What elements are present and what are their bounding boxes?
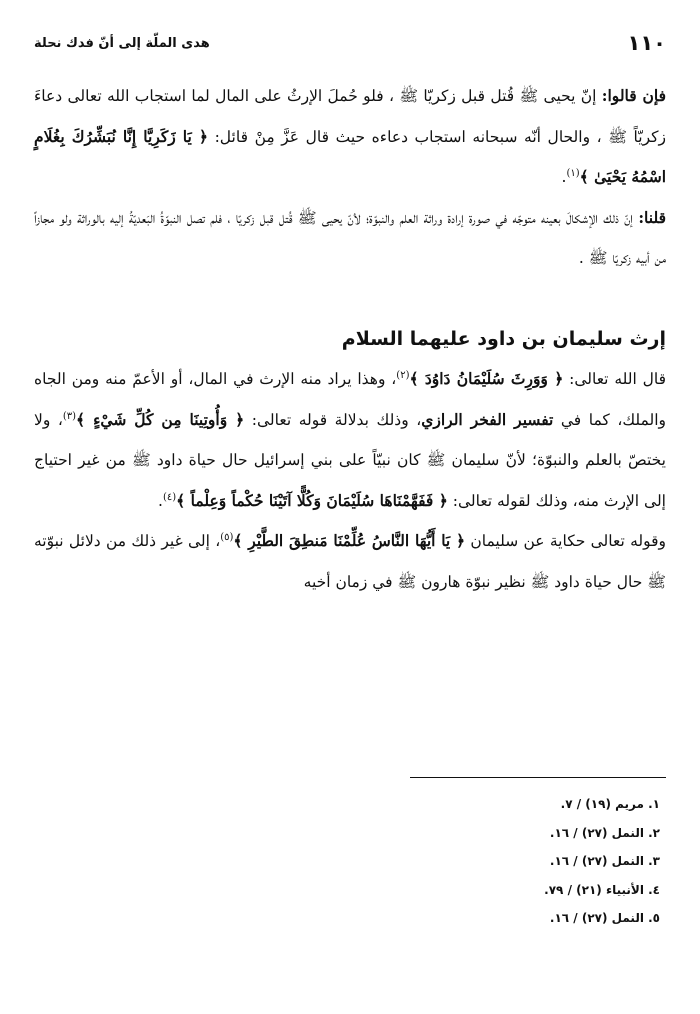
book-title: تفسير الفخر الرازي	[421, 409, 554, 429]
paragraph-4	[34, 521, 666, 602]
footnote-item: ٤. الأنبياء (٢١) / ٧٩.	[544, 882, 660, 897]
paragraph-text: قال الله تعالى:	[563, 369, 666, 388]
paragraph-end: .	[561, 168, 567, 187]
page-number: ١١٠	[627, 31, 666, 55]
paragraph-text: إنّ يحيى ﷺ قُتل قبل زكريّا ﷺ ، فلو حُملَ الإرثُ على المال لما استجاب الله تعالى دعاءَ زكريّاً ﷺ ، والحال أنّه سبحانه استجاب دعاءه حيث قال عَزَّ مِنْ قائل:	[34, 87, 666, 146]
quran-verse: ﴿ يَا زَكَرِيَّا إِنَّا نُبَشِّرُكَ بِغُلَامٍ اسْمُهُ يَحْيَىٰ ﴾	[34, 126, 666, 187]
quran-verse: ﴿ وَوَرِثَ سُلَيْمَانُ دَاوُدَ ﴾	[409, 368, 564, 388]
paragraph-3	[34, 359, 666, 521]
paragraph-text: إنّ ذلك الإشكالَ بعينه متوجّه في صورة إرادة وراثة العلم والنبوّة؛ لأنّ يحيى ﷺ قُتل قبل زكريّا ، فلم تصل النبوّةُ البَعديّةُ إليه بالوراثة ولو مجازاً من أبيه زكريّا ﷺ .	[34, 208, 666, 268]
footnote-item: ٣. النمل (٢٧) / ١٦.	[549, 854, 660, 868]
paragraph-2	[34, 198, 666, 279]
footnote-item: ٢. النمل (٢٧) / ١٦.	[549, 825, 660, 840]
footnote-item: ١. مريم (١٩) / ٧.	[560, 797, 660, 811]
page-header	[34, 30, 666, 56]
footnotes	[360, 790, 660, 933]
footnote-item: ٥. النمل (٢٧) / ١٦.	[549, 911, 660, 925]
quran-verse: ﴿ يَا أَيُّهَا النَّاسُ عُلِّمْنَا مَنطِقَ الطَّيْرِ ﴾	[233, 531, 466, 551]
footnote-ref: (٤)	[162, 491, 177, 503]
paragraph-text: ، وهذا يراد منه الإرث في المال، أو الأعمّ منه ومن الجاه والملك، كما في	[34, 369, 666, 429]
footnote-ref: (٢)	[396, 369, 410, 381]
quran-verse: ﴿ فَفَهَّمْنَاهَا سُلَيْمَانَ وَكُلًّا آتَيْنَا حُكْماً وَعِلْماً ﴾	[176, 490, 448, 510]
paragraph-end: .	[158, 491, 163, 510]
footnote-ref: (٥)	[220, 532, 234, 544]
section-gap	[34, 279, 666, 319]
section-heading: إرث سليمان بن داود عليهما السلام	[341, 327, 666, 350]
running-title: هدى الملّة إلى أنّ فدك نحلة	[34, 35, 210, 51]
quran-verse: ﴿ وَأُوتِينَا مِن كُلِّ شَيْءٍ ﴾	[76, 409, 245, 429]
paragraph-text: وقوله تعالى حكاية عن سليمان	[465, 532, 666, 551]
paragraph-text: ، وذلك بدلالة قوله تعالى:	[244, 410, 422, 429]
page-body	[34, 76, 666, 603]
paragraph-text: ، ولا يختصّ بالعلم والنبوّة؛ لأنّ سليمان ﷺ كان نبيّاً على بني إسرائيل حال حياة داود ﷺ من غير احتياج إلى الإرث منه، وذلك لقوله تعالى:	[34, 410, 666, 510]
footnote-ref: (١)	[566, 168, 580, 180]
footnote-ref: (٣)	[62, 410, 77, 422]
paragraph-text: ، إلى غير ذلك من دلائل نبوّته ﷺ حال حياة داود ﷺ نظير نبوّة هارون ﷺ في زمان أخيه	[34, 532, 666, 591]
paragraph-1	[34, 76, 666, 198]
reply-lead: قلنا:	[638, 207, 666, 227]
objection-lead: فإن قالوا:	[601, 86, 666, 105]
footnote-separator	[410, 777, 666, 778]
